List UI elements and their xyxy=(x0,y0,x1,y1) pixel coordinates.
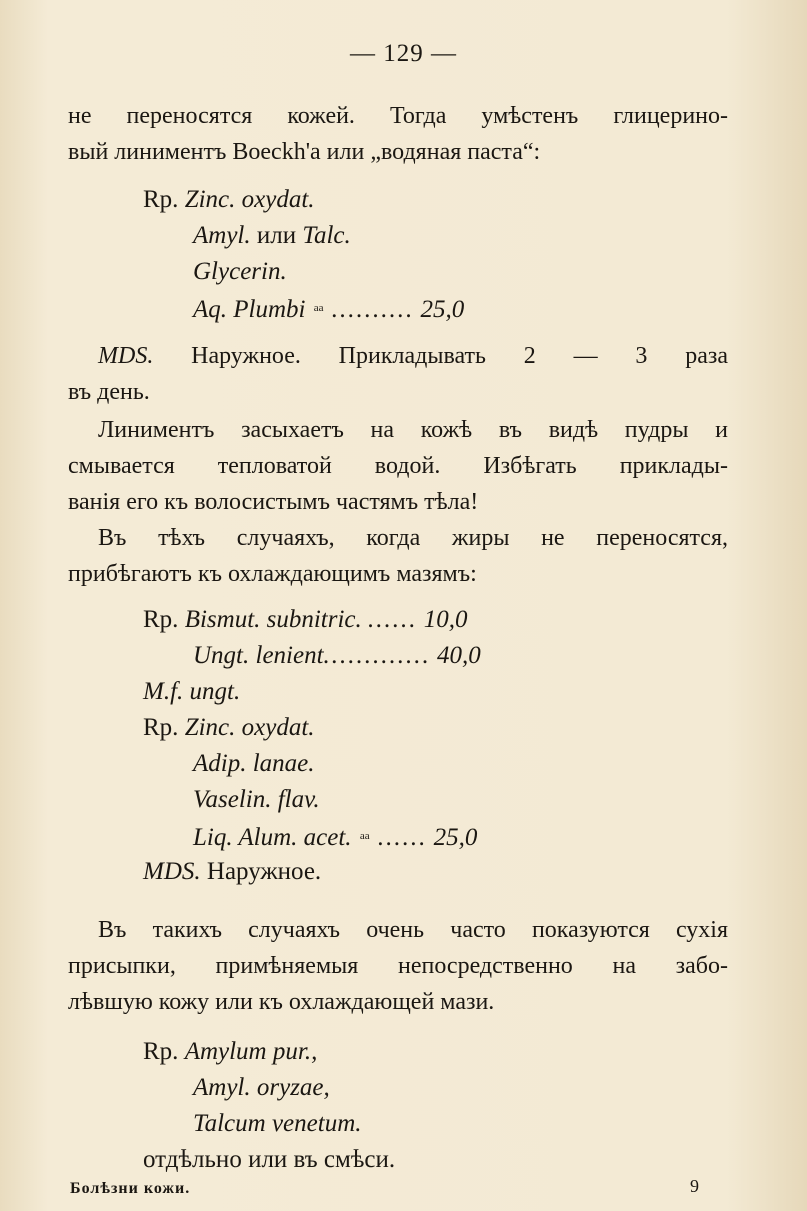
paragraph-4 xyxy=(68,520,728,592)
paragraph-3 xyxy=(68,412,728,520)
paragraph-5 xyxy=(68,912,728,1020)
rx-ingredient: Vaselin. flav. xyxy=(193,786,320,813)
text-line: Линиментъ засыхаетъ на кожѣ въ видѣ пудры и xyxy=(98,417,728,443)
rp-label: Rp. xyxy=(143,1038,179,1065)
text-line: ванія его къ волосистымъ частямъ тѣла! xyxy=(68,489,479,515)
text-line: въ день. xyxy=(68,379,150,405)
rp-label: Rp. xyxy=(143,606,179,633)
ana-sign: aa xyxy=(359,830,370,842)
rx-ingredient: Liq. Alum. acet. xyxy=(193,824,352,851)
text-line: Въ такихъ случаяхъ очень часто показуются сухія xyxy=(98,917,728,943)
text-line: вый линиментъ Boeckh'a или „водяная паста“: xyxy=(68,139,541,165)
rp-label: Rp. xyxy=(143,714,179,741)
instruction-text: Наружное. xyxy=(206,858,322,885)
rx-ingredient: Bismut. subnitric. xyxy=(184,606,362,633)
rx-connector: или xyxy=(256,222,297,249)
text-line: смывается тепловатой водой. Избѣгать приклады- xyxy=(68,453,728,479)
mds-label: MDS. xyxy=(98,343,154,369)
text-line: не переносятся кожей. Тогда умѣстенъ глицерино- xyxy=(68,103,728,129)
leader-dots: ...... xyxy=(368,606,418,633)
text-line: присыпки, примѣняемыя непосредственно на забо- xyxy=(68,953,728,979)
rx-ingredient: Adip. lanae. xyxy=(193,750,315,777)
rx-ingredient: Talc. xyxy=(302,222,351,249)
leader-dots: .......... xyxy=(331,296,415,323)
instruction-text: Наружное. Прикладывать 2 — 3 раза xyxy=(191,343,728,369)
rx-ingredient: Zinc. oxydat. xyxy=(184,714,315,741)
rx-quantity: 25,0 xyxy=(433,824,478,851)
sheet-number: 9 xyxy=(690,1176,699,1196)
ana-sign: aa xyxy=(313,302,324,314)
rx-quantity: 10,0 xyxy=(423,606,468,633)
rp-label: Rp. xyxy=(143,186,179,213)
rx-ingredient: Amyl. oryzae, xyxy=(193,1074,330,1101)
rx-directions: M.f. ungt. xyxy=(143,678,241,705)
text-line: прибѣгаютъ къ охлаждающимъ мазямъ: xyxy=(68,561,477,587)
text-line: Въ тѣхъ случаяхъ, когда жиры не переносятся, xyxy=(98,525,728,551)
rx-quantity: 40,0 xyxy=(437,642,481,669)
rx-ingredient: Glycerin. xyxy=(193,258,287,285)
text-line: лѣвшую кожу или къ охлаждающей мази. xyxy=(68,989,495,1015)
leader-dots: ............. xyxy=(323,642,431,669)
rx-ingredient: Zinc. oxydat. xyxy=(184,186,315,213)
mds-label: MDS. xyxy=(143,858,201,885)
paragraph-1 xyxy=(68,98,728,170)
signature-mark: Болѣзни кожи. xyxy=(70,1180,191,1197)
rx-ingredient: Amylum pur., xyxy=(184,1038,318,1065)
text-line xyxy=(68,338,728,374)
rx-ingredient: Aq. Plumbi xyxy=(193,296,306,323)
page-number: — 129 — xyxy=(350,40,457,67)
rx-ingredient: Talcum venetum. xyxy=(193,1110,362,1137)
paragraph-2 xyxy=(68,338,728,410)
rx-note: отдѣльно или въ смѣси. xyxy=(143,1146,396,1173)
rx-quantity: 25,0 xyxy=(420,296,465,323)
rx-ingredient: Ungt. lenient xyxy=(193,642,324,669)
rx-ingredient: Amyl. xyxy=(193,222,251,249)
leader-dots: ...... xyxy=(377,824,428,851)
